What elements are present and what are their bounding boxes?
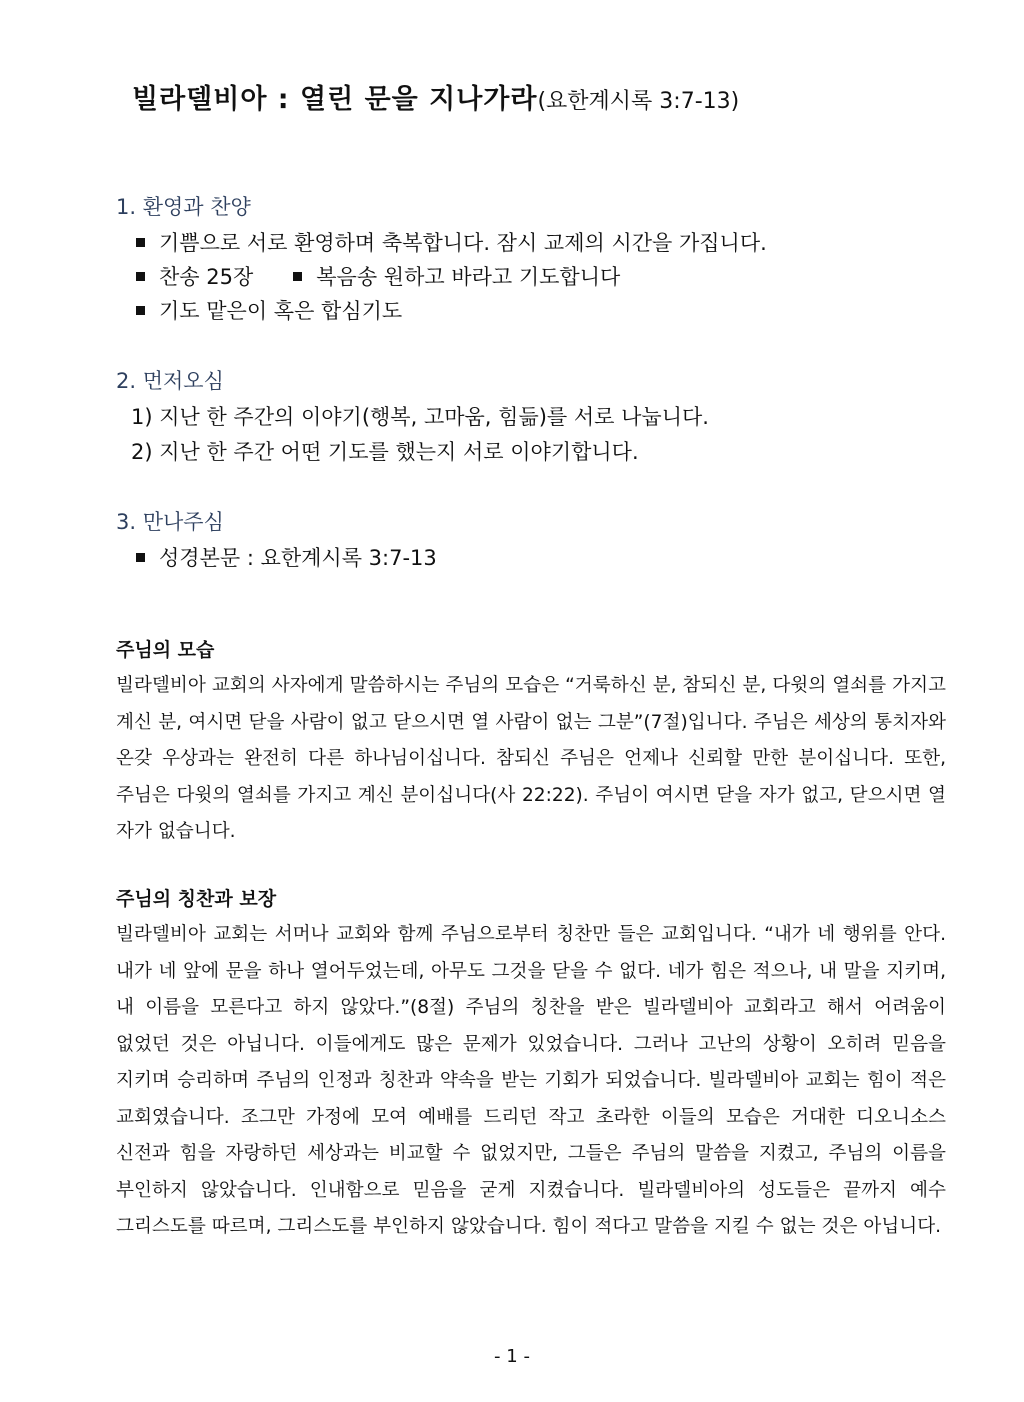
square-bullet-icon	[136, 272, 145, 281]
square-bullet-icon	[136, 238, 145, 247]
section-heading-meeting: 3. 만나주심	[116, 510, 224, 534]
square-bullet-icon	[293, 272, 302, 281]
list-item-text: 찬송 25장	[159, 265, 254, 289]
passage-heading: 주님의 모습	[116, 639, 215, 661]
section-heading-coming-first: 2. 먼저오심	[116, 369, 224, 393]
passage-body: 빌라델비아 교회의 사자에게 말씀하시는 주님의 모습은 “거룩하신 분, 참되신 분, 다윗의 열쇠를 가지고 계신 분, 여시면 닫을 사람이 없고 닫으시면 열 사람이 없는 그분”(7절)입니다. 주님은 세상의 통치자와 온갖 우상과는 완전히 다른 하나님이십니다. 참되신 주님은 언제나 신뢰할 만한 분이십니다. 또한, 주님은 다윗의 열쇠를 가지고 계신 분이십니다(사 22:22). 주님이 여시면 닫을 자가 없고, 닫으시면 열 자가 없습니다.	[116, 675, 946, 842]
title-main: 빌라델비아 : 열린 문을 지나가라	[132, 84, 538, 115]
list-item-text: 기도 맡은이 혹은 합심기도	[159, 299, 403, 323]
list-item: 1) 지난 한 주간의 이야기(행복, 고마움, 힘듦)를 서로 나눕니다.	[131, 405, 709, 429]
title-scripture-ref: (요한계시록 3:7-13)	[537, 89, 740, 114]
document-title	[132, 82, 739, 120]
list-item: 2) 지난 한 주간 어떤 기도를 했는지 서로 이야기합니다.	[131, 440, 639, 464]
list-item	[136, 296, 402, 326]
section-heading-welcome: 1. 환영과 찬양	[116, 195, 251, 219]
square-bullet-icon	[136, 306, 145, 315]
list-item-text: 복음송 원하고 바라고 기도합니다	[316, 265, 621, 289]
page-number: - 1 -	[494, 1346, 530, 1367]
list-item	[136, 262, 620, 292]
square-bullet-icon	[136, 553, 145, 562]
list-item-text: 기쁨으로 서로 환영하며 축복합니다. 잠시 교제의 시간을 가집니다.	[159, 231, 767, 255]
passage-body: 빌라델비아 교회는 서머나 교회와 함께 주님으로부터 칭찬만 들은 교회입니다. “내가 네 행위를 안다. 내가 네 앞에 문을 하나 열어두었는데, 아무도 그것을 닫을 수 없다. 네가 힘은 적으나, 내 말을 지키며, 내 이름을 모른다고 하지 않았다.”(8절) 주님의 칭찬을 받은 빌라델비아 교회라고 해서 어려움이 없었던 것은 아닙니다. 이들에게도 많은 문제가 있었습니다. 그러나 고난의 상황이 오히려 믿음을 지키며 승리하며 주님의 인정과 칭찬과 약속을 받는 기회가 되었습니다. 빌라델비아 교회는 힘이 적은 교회였습니다. 조그만 가정에 모여 예배를 드리던 작고 초라한 이들의 모습은 거대한 디오니소스 신전과 힘을 자랑하던 세상과는 비교할 수 없었지만, 그들은 주님의 말씀을 지켰고, 주님의 이름을 부인하지 않았습니다. 인내함으로 믿음을 굳게 지켰습니다. 빌라델비아의 성도들은 끝까지 예수 그리스도를 따르며, 그리스도를 부인하지 않았습니다. 힘이 적다고 말씀을 지킬 수 없는 것은 아닙니다.	[116, 924, 946, 1237]
list-item	[136, 543, 437, 573]
list-item	[136, 228, 767, 258]
passage-heading: 주님의 칭찬과 보장	[116, 888, 277, 910]
list-item-text: 성경본문 : 요한계시록 3:7-13	[159, 546, 437, 570]
